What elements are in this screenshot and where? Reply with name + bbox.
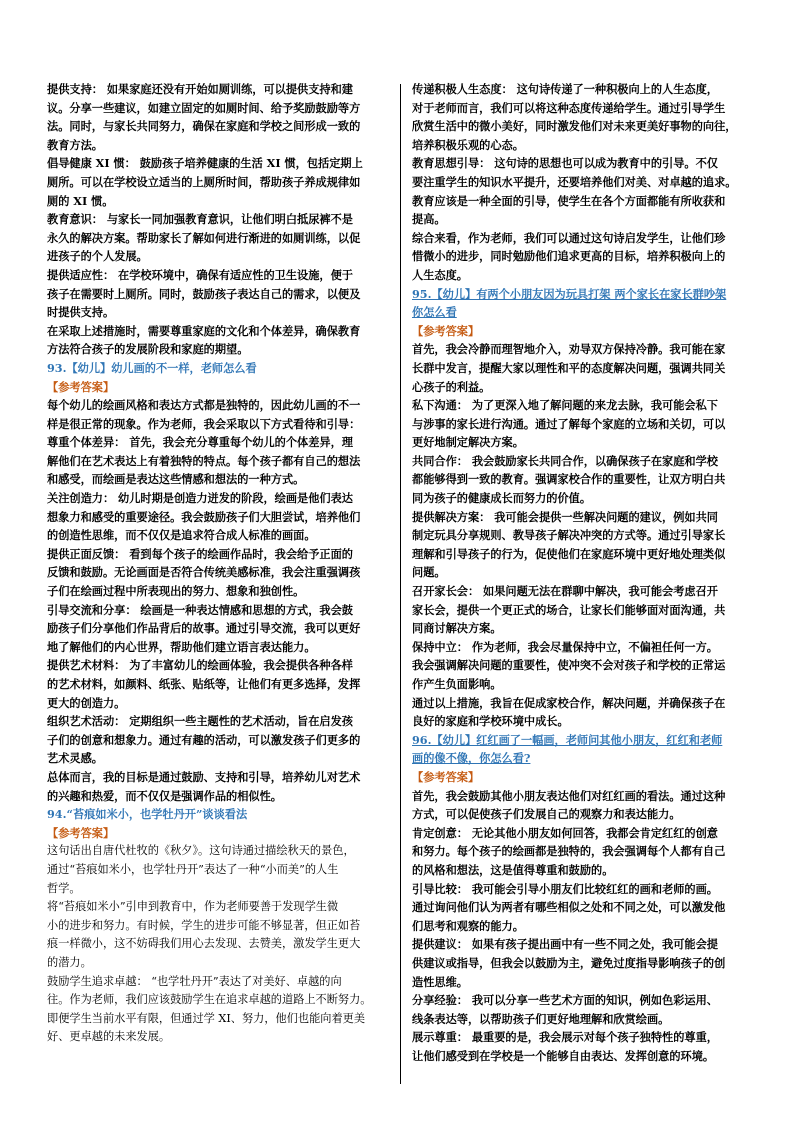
answer-label: 【参考答案】 bbox=[47, 379, 115, 394]
body-text-line: 子们在绘画过程中所表现出的努力、想象和独创性。 bbox=[47, 584, 305, 599]
answer-label: 【参考答案】 bbox=[47, 825, 115, 840]
question-heading: 93.【幼儿】幼儿画的不一样，老师怎么看 bbox=[47, 360, 257, 375]
body-text-line: 展示尊重： 最重要的是，我会展示对每个孩子独特性的尊重， bbox=[412, 1030, 718, 1045]
body-text-line: 提供正面反馈： 看到每个孩子的绘画作品时，我会给予正面的 bbox=[47, 546, 353, 561]
body-text-line: 议。分享一些建议，如建立固定的如厕时间、给予奖励鼓励等方 bbox=[47, 100, 361, 115]
body-text-line: 理解和引导孩子的行为，促使他们在家庭环境中更好地处理类似 bbox=[412, 546, 726, 561]
body-text-line: 都能够得到一致的教育。强调家校合作的重要性，让双方明白共 bbox=[412, 472, 726, 487]
body-text-line: 好、更卓越的未来发展。 bbox=[47, 1030, 171, 1044]
body-text-line: 线条表达等，以帮助孩子们更好地理解和欣赏绘画。 bbox=[412, 1011, 670, 1026]
body-text-line: 人生态度。 bbox=[412, 267, 468, 282]
body-text-line: 作产生负面影响。 bbox=[412, 677, 502, 691]
body-text-line: 更大的创造力。 bbox=[47, 695, 126, 710]
body-text-line: 方法符合孩子的发展阶段和家庭的期望。 bbox=[47, 342, 249, 357]
body-text-line: 和努力。每个孩子的绘画都是独特的，我会强调每个人都有自己 bbox=[412, 844, 726, 859]
body-text-line: 心孩子的利益。 bbox=[412, 379, 491, 394]
question-heading: 95.【幼儿】有两个小朋友因为玩具打架 两个家长在家长群吵架 bbox=[412, 286, 727, 301]
body-text-line: 的创造性思维，而不仅仅是追求符合成人标准的画面。 bbox=[47, 528, 316, 543]
body-text-line: 对于老师而言，我们可以将这种态度传递给学生。通过引导学生 bbox=[412, 100, 726, 115]
body-text-line: 惜微小的进步，同时勉励他们追求更高的目标，培养积极向上的 bbox=[412, 249, 726, 264]
body-text-line: 良好的家庭和学校环境中成长。 bbox=[412, 714, 569, 729]
body-text-line: 私下沟通： 为了更深入地了解问题的来龙去脉，我可能会私下 bbox=[412, 398, 718, 413]
body-text-line: 在采取上述措施时，需要尊重家庭的文化和个体差异，确保教育 bbox=[47, 323, 361, 338]
answer-label: 【参考答案】 bbox=[412, 323, 480, 338]
body-text-line: 提供适应性： 在学校环境中，确保有适应性的卫生设施，便于 bbox=[47, 267, 353, 282]
body-text-line: 同为孩子的健康成长而努力的价值。 bbox=[412, 491, 592, 506]
body-text-line: 的潜力。 bbox=[47, 955, 92, 969]
body-text-line: 厕的 XI 惯。 bbox=[47, 193, 114, 208]
body-text-line: 厕所。可以在学校设立适当的上厕所时间，帮助孩子养成规律如 bbox=[47, 174, 361, 189]
body-text-line: 教育意识： 与家长一同加强教育意识，让他们明白抵尿裤不是 bbox=[47, 212, 353, 227]
body-text-line: 召开家长会： 如果问题无法在群聊中解决，我可能会考虑召开 bbox=[412, 584, 718, 599]
body-text-line: 的风格和想法，这是值得尊重和鼓励的。 bbox=[412, 862, 614, 877]
body-text-line: 传递积极人生态度： 这句诗传递了一种积极向上的人生态度， bbox=[412, 82, 718, 96]
body-text-line: 通过以上措施，我旨在促成家校合作，解决问题，并确保孩子在 bbox=[412, 695, 726, 710]
body-text-line: 教育应该是一种全面的引导，使学生在各个方面都能有所收获和 bbox=[412, 193, 726, 208]
body-text-line: 教育方法。 bbox=[47, 137, 103, 152]
body-text-line: 通过询问他们认为两者有哪些相似之处和不同之处，可以激发他 bbox=[412, 900, 726, 915]
body-text-line: 组织艺术活动： 定期组织一些主题性的艺术活动，旨在启发孩 bbox=[47, 714, 353, 729]
body-text-line: 教育思想引导： 这句诗的思想也可以成为教育中的引导。不仅 bbox=[412, 156, 718, 171]
column-divider bbox=[400, 84, 401, 1084]
body-text-line: 哲学。 bbox=[47, 881, 81, 895]
body-text-line: 总体而言，我的目标是通过鼓励、支持和引导，培养幼儿对艺术 bbox=[47, 769, 361, 784]
body-text-line: 进孩子的个人发展。 bbox=[47, 249, 148, 264]
body-text-line: 倡导健康 XI 惯： 鼓励孩子培养健康的生活 XI 惯，包括定期上 bbox=[47, 156, 363, 171]
body-text-line: 往。作为老师，我们应该鼓励学生在追求卓越的道路上不断努力。 bbox=[47, 993, 372, 1007]
body-text-line: 关注创造力： 幼儿时期是创造力迸发的阶段，绘画是他们表达 bbox=[47, 491, 353, 506]
body-text-line: 家长会，提供一个更正式的场合，让家长们能够面对面沟通，共 bbox=[412, 602, 726, 617]
body-text-line: 分享经验： 我可以分享一些艺术方面的知识，例如色彩运用、 bbox=[412, 993, 718, 1008]
body-text-line: 保持中立： 作为老师，我会尽量保持中立，不偏袒任何一方。 bbox=[412, 639, 718, 654]
body-text-line: 肯定创意： 无论其他小朋友如何回答，我都会肯定红红的创意 bbox=[412, 825, 718, 840]
body-text-line: 法。同时，与家长共同努力，确保在家庭和学校之间形成一致的 bbox=[47, 119, 361, 134]
question-heading: 你怎么看 bbox=[412, 305, 457, 320]
body-text-line: 样是很正常的现象。作为老师，我会采取以下方式看待和引导： bbox=[47, 416, 361, 431]
body-text-line: 培养积极乐观的心态。 bbox=[412, 137, 524, 152]
body-text-line: 时提供支持。 bbox=[47, 305, 115, 320]
body-text-line: 的艺术材料，如颜料、纸张、贴纸等，让他们有更多选择，发挥 bbox=[47, 677, 361, 691]
body-text-line: 励孩子们分享他们作品背后的故事。通过引导交流，我可以更好 bbox=[47, 621, 361, 636]
body-text-line: 尊重个体差异： 首先，我会充分尊重每个幼儿的个体差异，理 bbox=[47, 435, 353, 450]
question-heading: 画的像不像，你怎么看? bbox=[412, 751, 531, 766]
right-column bbox=[412, 80, 757, 1065]
body-text-line: 首先，我会鼓励其他小朋友表达他们对红红画的看法。通过这种 bbox=[412, 788, 726, 803]
body-text-line: 提供建议： 如果有孩子提出画中有一些不同之处，我可能会提 bbox=[412, 937, 718, 952]
body-text-line: 让他们感受到在学校是一个能够自由表达、发挥创意的环境。 bbox=[412, 1048, 715, 1063]
body-text-line: 提高。 bbox=[412, 212, 446, 227]
body-text-line: 同商讨解决方案。 bbox=[412, 621, 502, 636]
body-text-line: 长群中发言，提醒大家以理性和平的态度解决问题，强调共同关 bbox=[412, 360, 726, 375]
body-text-line: 们思考和观察的能力。 bbox=[412, 918, 524, 933]
body-text-line: 要注重学生的知识水平提升，还要培养他们对美、对卓越的追求。 bbox=[412, 174, 737, 189]
body-text-line: 鼓励学生追求卓越： “也学牡丹开”表达了对美好、卓越的向 bbox=[47, 974, 342, 988]
body-text-line: 痕一样微小，这不妨碍我们用心去发现、去赞美，激发学生更大 bbox=[47, 937, 361, 951]
body-text-line: 子们的创意和想象力。通过有趣的活动，可以激发孩子们更多的 bbox=[47, 732, 361, 747]
body-text-line: 艺术灵感。 bbox=[47, 751, 103, 766]
body-text-line: 共同合作： 我会鼓励家长共同合作，以确保孩子在家庭和学校 bbox=[412, 453, 718, 468]
body-text-line: 即便学生当前水平有限，但通过学 XI、努力，他们也能向着更美 bbox=[47, 1011, 366, 1025]
body-text-line: 欣赏生活中的微小美好，同时激发他们对未来更美好事物的向往， bbox=[412, 119, 737, 134]
body-text-line: 解他们在艺术表达上有着独特的特点。每个孩子都有自己的想法 bbox=[47, 453, 361, 468]
body-text-line: 孩子在需要时上厕所。同时，鼓励孩子表达自己的需求，以便及 bbox=[47, 286, 361, 301]
body-text-line: 将“苔痕如米小”引申到教育中，作为老师要善于发现学生微 bbox=[47, 900, 339, 914]
body-text-line: 与涉事的家长进行沟通。通过了解每个家庭的立场和关切，可以 bbox=[412, 416, 726, 431]
body-text-line: 我会强调解决问题的重要性，使冲突不会对孩子和学校的正常运 bbox=[412, 658, 726, 673]
body-text-line: 反馈和鼓励。无论画面是否符合传统美感标准，我会注重强调孩 bbox=[47, 565, 361, 580]
body-text-line: 更好地制定解决方案。 bbox=[412, 435, 524, 450]
body-text-line: 问题。 bbox=[412, 565, 446, 580]
body-text-line: 方式，可以促使孩子们发展自己的观察力和表达能力。 bbox=[412, 807, 681, 822]
body-text-line: 引导比较： 我可能会引导小朋友们比较红红的画和老师的画。 bbox=[412, 881, 718, 896]
body-text-line: 的兴趣和热爱，而不仅仅是强调作品的相似性。 bbox=[47, 788, 282, 803]
body-text-line: 提供支持： 如果家庭还没有开始如厕训练，可以提供支持和建 bbox=[47, 82, 353, 96]
body-text-line: 和感受，而绘画是表达这些情感和想法的一种方式。 bbox=[47, 472, 305, 487]
body-text-line: 供建议或指导，但我会以鼓励为主，避免过度指导影响孩子的创 bbox=[412, 955, 726, 970]
left-column bbox=[47, 80, 387, 1047]
question-heading: 94.“苔痕如米小，也学牡丹开”谈谈看法 bbox=[47, 807, 248, 822]
body-text-line: 每个幼儿的绘画风格和表达方式都是独特的，因此幼儿画的不一 bbox=[47, 398, 361, 413]
body-text-line: 这句话出自唐代杜牧的《秋夕》。这句诗通过描绘秋天的景色， bbox=[47, 844, 355, 858]
body-text-line: 综合来看，作为老师，我们可以通过这句诗启发学生，让他们珍 bbox=[412, 230, 726, 245]
body-text-line: 首先，我会冷静而理智地介入，劝导双方保持冷静。我可能在家 bbox=[412, 342, 726, 357]
body-text-line: 引导交流和分享： 绘画是一种表达情感和思想的方式，我会鼓 bbox=[47, 602, 353, 617]
body-text-line: 小的进步和努力。有时候，学生的进步可能不够显著，但正如苔 bbox=[47, 918, 361, 932]
body-text-line: 地了解他们的内心世界，帮助他们建立语言表达能力。 bbox=[47, 639, 316, 654]
question-heading: 96.【幼儿】红红画了一幅画，老师问其他小朋友，红红和老师 bbox=[412, 732, 723, 747]
body-text-line: 通过“苔痕如米小，也学牡丹开”表达了一种“小而美”的人生 bbox=[47, 862, 339, 876]
body-text-line: 制定玩具分享规则、教导孩子解决冲突的方式等。通过引导家长 bbox=[412, 528, 726, 543]
body-text-line: 永久的解决方案。帮助家长了解如何进行渐进的如厕训练，以促 bbox=[47, 230, 361, 245]
body-text-line: 提供艺术材料： 为了丰富幼儿的绘画体验，我会提供各种各样 bbox=[47, 658, 353, 673]
body-text-line: 造性思维。 bbox=[412, 974, 468, 989]
answer-label: 【参考答案】 bbox=[412, 769, 480, 784]
body-text-line: 想象力和感受的重要途径。我会鼓励孩子们大胆尝试，培养他们 bbox=[47, 509, 361, 524]
body-text-line: 提供解决方案： 我可能会提供一些解决问题的建议，例如共同 bbox=[412, 509, 718, 524]
